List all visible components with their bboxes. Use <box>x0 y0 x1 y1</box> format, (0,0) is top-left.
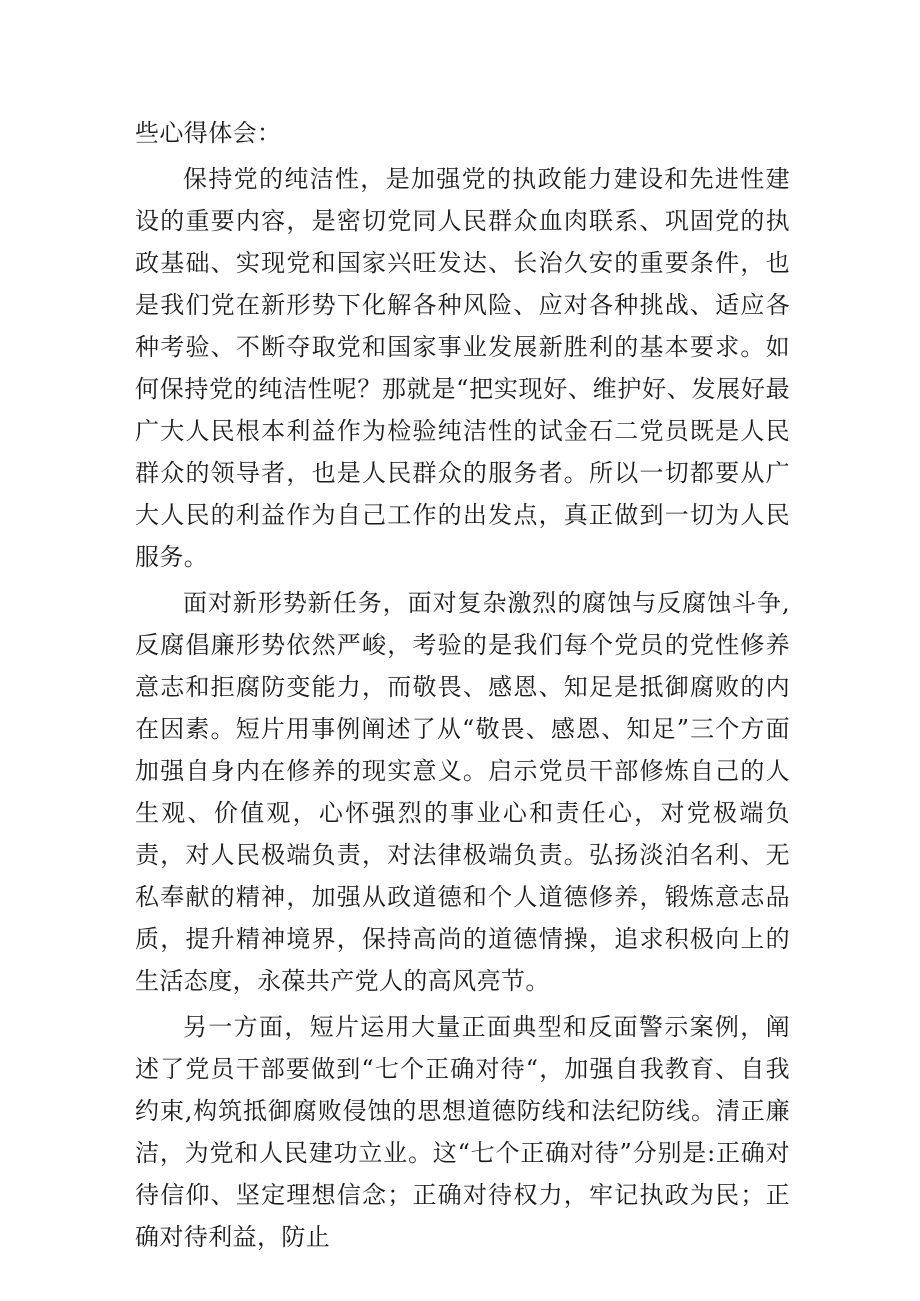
paragraph-party-purity: 保持党的纯洁性，是加强党的执政能力建设和先进性建设的重要内容，是密切党同人民群众血肉联系、巩固党的执政基础、实现党和国家兴旺发达、长治久安的重要条件，也是我们党在新形势下化解各种风险、应对各种挑战、适应各种考验、不断夺取党和国家事业发展新胜利的基本要求。如何保持党的纯洁性呢？那就是“把实现好、维护好、发展好最广大人民根本利益作为检验纯洁性的试金石二党员既是人民群众的领导者，也是人民群众的服务者。所以一切都要从广大人民的利益作为自己工作的出发点，真正做到一切为人民服务。 <box>135 165 790 571</box>
paragraph-continuation: 些心得体会： <box>135 119 282 147</box>
paragraph-seven-correct-attitudes: 另一方面，短片运用大量正面典型和反面警示案例，阐述了党员干部要做到“七个正确对待“，加强自我教育、自我约束,构筑抵御腐败侵蚀的思想道德防线和法纪防线。清正廉洁，为党和人民建功立业。这“七个正确对待”分别是:正确对待信仰、坚定理想信念；正确对待权力，牢记执政为民；正确对待利益，防止 <box>135 1013 790 1251</box>
document-body <box>135 112 790 1262</box>
paragraph-anti-corruption: 面对新形势新任务，面对复杂激烈的腐蚀与反腐蚀斗争,反腐倡廉形势依然严峻，考验的是我们每个党员的党性修养意志和拒腐防变能力，而敬畏、感恩、知足是抵御腐败的内在因素。短片用事例阐述了从“敬畏、感恩、知足”三个方面加强自身内在修养的现实意义。启示党员干部修炼自己的人生观、价值观，心怀强烈的事业心和责任心，对党极端负责，对人民极端负责，对法律极端负责。弘扬淡泊名利、无私奉献的精神，加强从政道德和个人道德修养，锻炼意志品质，提升精神境界，保持高尚的道德情操，追求积极向上的生活态度，永葆共产党人的高风亮节。 <box>135 589 790 995</box>
